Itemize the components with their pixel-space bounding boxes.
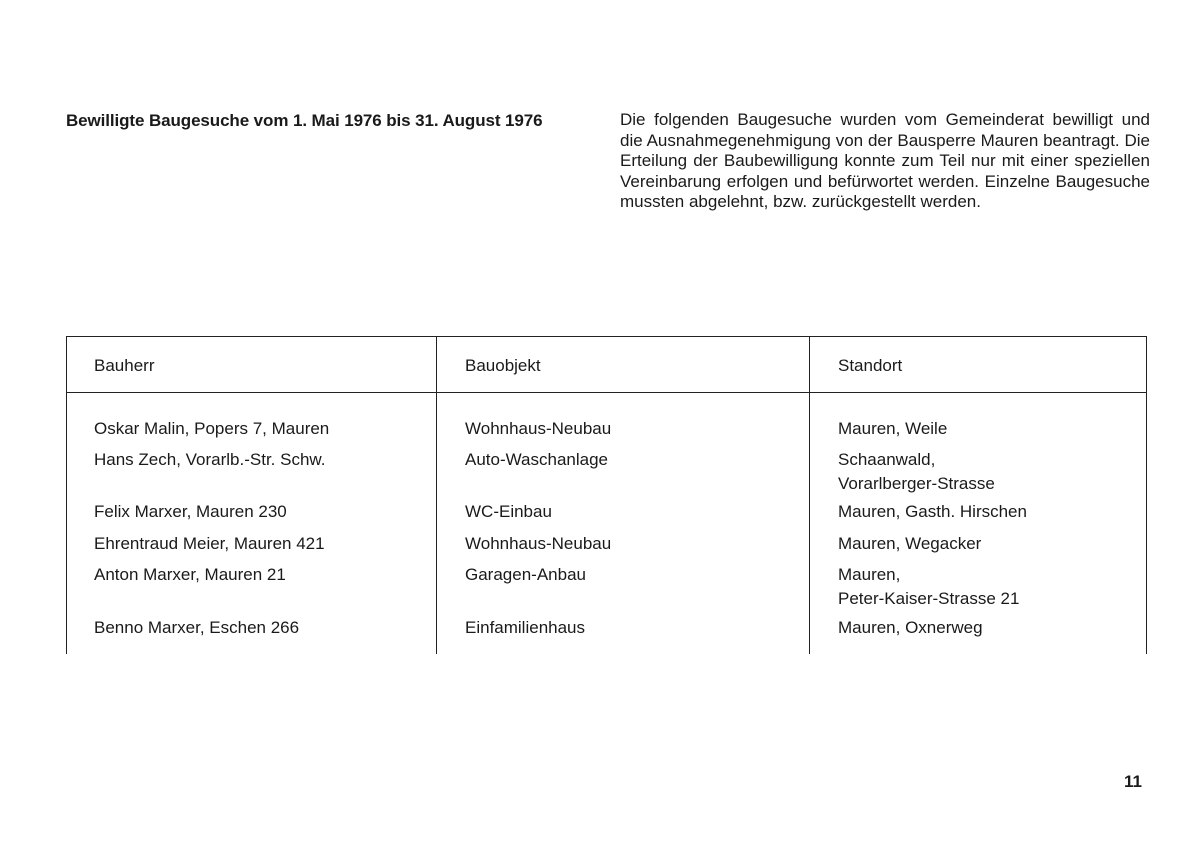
column-header-bauherr: Bauherr [94,356,155,375]
intro-paragraph: Die folgenden Baugesuche wurden vom Gemeinderat bewilligt und die Ausnahmegenehmigung von der Bausperre Mauren beantragt. Die Erteilung der Baubewilligung konnte zum Teil nur mit einer speziellen Vereinbarung erfolgen und befürwortet werden. Einzelne Baugesuche mussten abgelehnt, bzw. zurückgestellt werden. [620,110,1150,211]
cell-bauobjekt: Garagen-Anbau [465,565,586,584]
cell-bauobjekt: Wohnhaus-Neubau [465,534,612,553]
header-rule [67,392,1146,393]
cell-bauherr: Oskar Malin, Popers 7, Mauren [94,419,330,438]
column-divider [809,337,810,654]
cell-standort [838,448,995,496]
cell-standort-line: Mauren, [838,565,901,584]
column-divider [436,337,437,654]
cell-bauobjekt: WC-Einbau [465,502,552,521]
page-number: 11 [1124,772,1142,791]
cell-standort: Mauren, Oxnerweg [838,618,983,637]
cell-bauherr: Felix Marxer, Mauren 230 [94,502,287,521]
cell-bauobjekt: Einfamilienhaus [465,618,586,637]
cell-bauobjekt: Auto-Waschanlage [465,450,609,469]
cell-bauherr: Ehrentraud Meier, Mauren 421 [94,534,325,553]
page-heading: Bewilligte Baugesuche vom 1. Mai 1976 bis 31. August 1976 [66,111,543,130]
cell-standort: Mauren, Weile [838,419,948,438]
column-header-bauobjekt: Bauobjekt [465,356,541,375]
cell-standort: Mauren, Gasth. Hirschen [838,502,1027,521]
cell-bauherr: Hans Zech, Vorarlb.-Str. Schw. [94,450,326,469]
cell-standort: Mauren, Wegacker [838,534,982,553]
cell-bauobjekt: Wohnhaus-Neubau [465,419,612,438]
column-header-standort: Standort [838,356,903,375]
cell-standort [838,563,1019,611]
cell-standort-line: Vorarlberger-Strasse [838,474,995,493]
cell-standort-line: Peter-Kaiser-Strasse 21 [838,589,1020,608]
cell-bauherr: Anton Marxer, Mauren 21 [94,565,286,584]
building-permits-table [66,336,1147,654]
cell-bauherr: Benno Marxer, Eschen 266 [94,618,300,637]
cell-standort-line: Schaanwald, [838,450,936,469]
